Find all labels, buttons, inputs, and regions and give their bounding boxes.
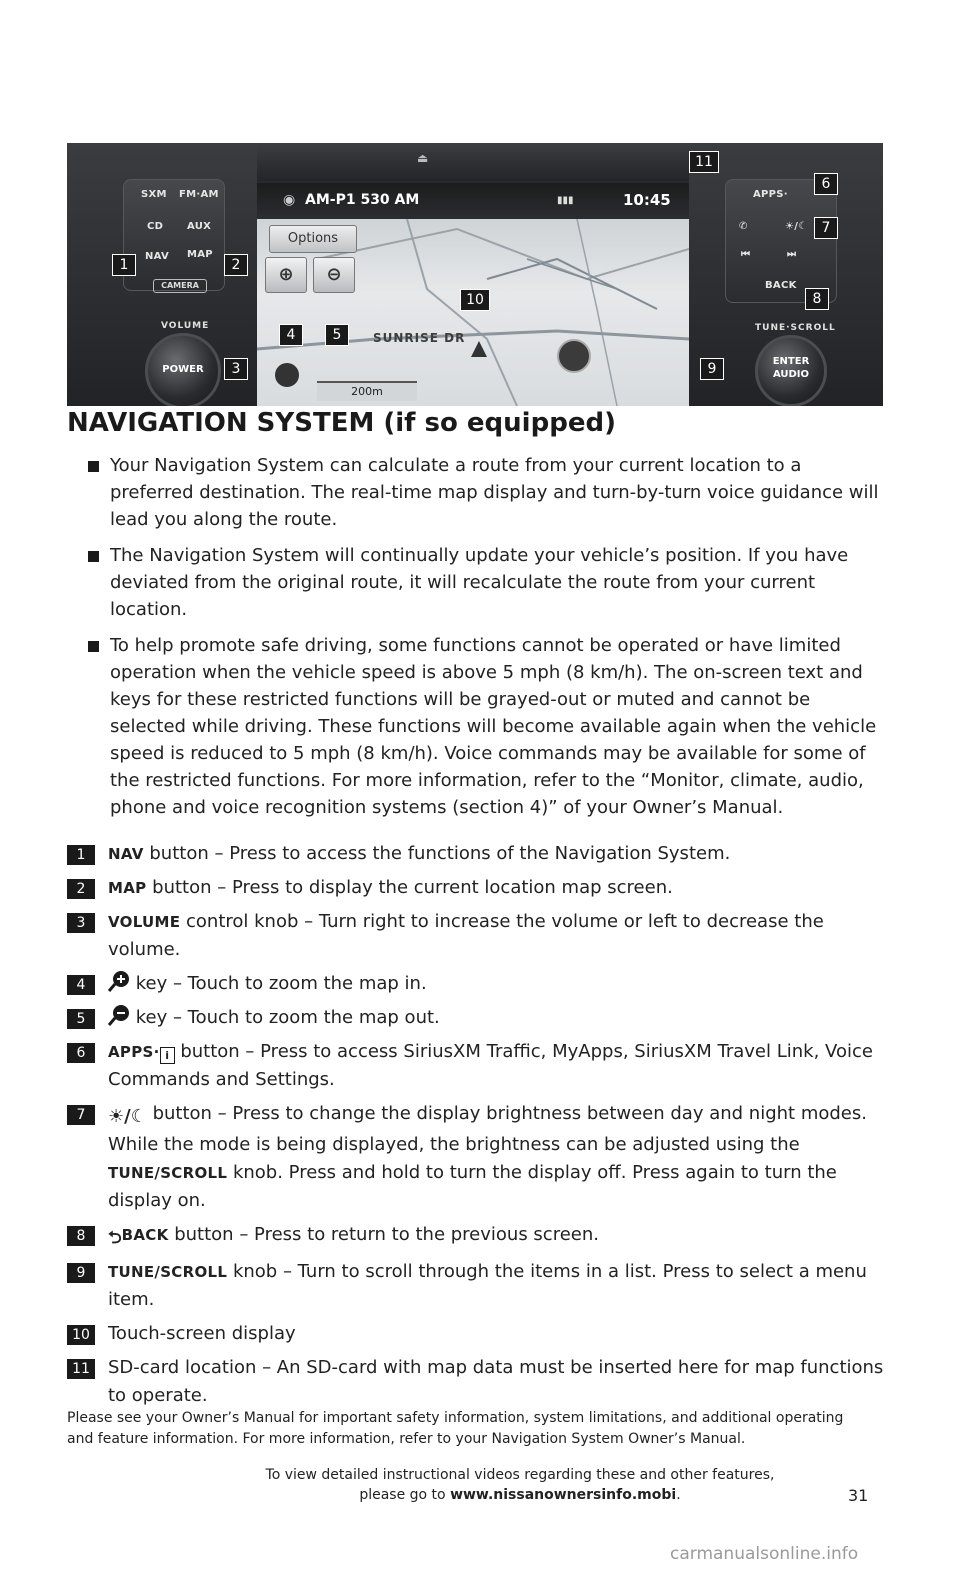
options-button[interactable]: Options	[269, 225, 357, 253]
item-keyword: VOLUME	[108, 913, 181, 931]
video-notice-suffix: .	[676, 1487, 681, 1503]
enter-label: ENTER	[772, 356, 810, 367]
street-label: SUNRISE DR	[373, 331, 466, 345]
power-label: POWER	[162, 364, 204, 375]
zoom-in-icon: ⊕	[278, 264, 294, 285]
item-text: knob. Press and hold to turn the display off. Press again to turn the display on.	[108, 1162, 837, 1211]
numbered-list	[67, 840, 887, 1416]
audio-label: AUDIO	[772, 369, 810, 380]
poi-icon	[557, 339, 591, 373]
list-item-apps	[67, 1038, 887, 1094]
item-number: 5	[67, 1009, 95, 1029]
phone-icon[interactable]: ✆	[739, 221, 748, 232]
item-number: 8	[67, 1226, 95, 1246]
map-button[interactable]: MAP	[187, 249, 213, 260]
item-text: button – Press to access SiriusXM Traffic, MyApps, SiriusXM Travel Link, Voice Commands and Settings.	[108, 1041, 873, 1090]
map-scale: 200m	[317, 381, 417, 401]
cd-button[interactable]: CD	[147, 221, 164, 232]
list-item-volume	[67, 908, 887, 964]
aux-button[interactable]: AUX	[187, 221, 212, 232]
clock-text: 10:45	[623, 191, 671, 209]
item-number: 11	[67, 1359, 95, 1379]
list-item-zoom-out	[67, 1004, 887, 1032]
item-number: 4	[67, 975, 95, 995]
callout-8: 8	[805, 288, 829, 310]
item-text: Touch-screen display	[108, 1323, 296, 1344]
item-text: button – Press to display the current location map screen.	[146, 877, 673, 898]
volume-knob[interactable]	[145, 333, 221, 406]
signal-icon: ▮▮▮	[557, 195, 574, 206]
list-item-map	[67, 874, 887, 902]
video-notice-line1: To view detailed instructional videos regarding these and other features,	[265, 1467, 775, 1483]
sxm-button[interactable]: SXM	[141, 189, 167, 200]
seek-forward-icon[interactable]: ⏭	[787, 249, 797, 260]
page-title: NAVIGATION SYSTEM (if so equipped)	[67, 408, 616, 438]
list-item-touch-screen	[67, 1320, 887, 1348]
callout-10: 10	[460, 289, 490, 311]
callout-1: 1	[112, 254, 136, 276]
item-keyword: BACK	[121, 1226, 169, 1244]
zoom-out-button[interactable]	[313, 257, 355, 293]
camera-button[interactable]: CAMERA	[153, 279, 207, 293]
item-keyword: TUNE/SCROLL	[108, 1164, 228, 1182]
zoom-in-button[interactable]	[265, 257, 307, 293]
list-item-nav	[67, 840, 887, 868]
callout-2: 2	[224, 254, 248, 276]
video-notice	[240, 1465, 800, 1505]
callout-4: 4	[279, 324, 303, 346]
cd-slot	[257, 143, 689, 181]
callout-9: 9	[700, 358, 724, 380]
bullet-list	[88, 452, 888, 830]
compass-icon	[275, 363, 299, 387]
bullet-item: Your Navigation System can calculate a route from your current location to a preferred destination. The real-time map display and turn-by-turn voice guidance will lead you along the route.	[88, 452, 888, 533]
zoom-in-icon	[108, 970, 130, 992]
radio-icon: ◉	[283, 192, 296, 208]
list-item-zoom-in	[67, 970, 887, 998]
head-unit-photo	[67, 143, 883, 406]
item-number: 9	[67, 1263, 95, 1283]
item-number: 1	[67, 845, 95, 865]
back-button[interactable]: BACK	[765, 280, 797, 291]
bullet-item: To help promote safe driving, some functions cannot be operated or have limited operation when the vehicle speed is above 5 mph (8 km/h). The on-screen text and keys for these restricted functions will be grayed-out or muted and cannot be selected while driving. These functions will become available again when the vehicle speed is reduced to 5 mph (8 km/h). Voice commands may be available for some of the restricted functions. For more information, refer to the “Monitor, climate, audio, phone and voice recognition systems (section 4)” of your Owner’s Manual.	[88, 632, 888, 821]
page-number: 31	[848, 1486, 869, 1505]
item-keyword: TUNE/SCROLL	[108, 1263, 228, 1281]
callout-3: 3	[224, 358, 248, 380]
tune-scroll-label: TUNE·SCROLL	[755, 323, 836, 333]
day-night-icon: ☀/☾	[108, 1106, 147, 1127]
zoom-out-icon	[108, 1004, 130, 1026]
item-number: 7	[67, 1105, 95, 1125]
screen-status-bar	[257, 183, 689, 219]
list-item-tune-scroll	[67, 1258, 887, 1314]
item-text: button – Press to change the display brightness between day and night modes. While the mode is being displayed, the brightness can be adjusted using the	[108, 1103, 867, 1155]
item-text: SD-card location – An SD-card with map data must be inserted here for map functions to operate.	[108, 1357, 884, 1406]
eject-icon: ⏏	[417, 151, 429, 165]
nav-button[interactable]: NAV	[145, 251, 170, 262]
item-text: button – Press to access the functions of the Navigation System.	[143, 843, 731, 864]
footnote: Please see your Owner’s Manual for important safety information, system limitations, and additional operating and feature information. For more information, refer to your Navigation System Owner’s Manual.	[67, 1410, 844, 1447]
watermark: carmanualsonline.info	[670, 1544, 859, 1564]
item-number: 2	[67, 879, 95, 899]
callout-7: 7	[814, 217, 838, 239]
zoom-out-icon: ⊖	[326, 264, 342, 285]
item-text: key – Touch to zoom the map in.	[130, 973, 427, 994]
list-item-back	[67, 1221, 887, 1252]
vehicle-arrow-icon	[471, 341, 487, 357]
item-text: control knob – Turn right to increase the volume or left to decrease the volume.	[108, 911, 824, 960]
tune-scroll-knob[interactable]	[755, 335, 827, 406]
info-icon: i	[160, 1047, 175, 1064]
item-text: knob – Turn to scroll through the items in a list. Press to select a menu item.	[108, 1261, 867, 1310]
callout-6: 6	[814, 173, 838, 195]
seek-back-icon[interactable]: ⏮	[741, 249, 751, 260]
video-notice-prefix: please go to	[359, 1487, 451, 1503]
video-url-link[interactable]: www.nissanownersinfo.mobi	[450, 1487, 677, 1503]
list-item-sd-card	[67, 1354, 887, 1410]
station-text: AM-P1 530 AM	[305, 192, 420, 208]
item-keyword: APPS·	[108, 1043, 160, 1061]
item-keyword: MAP	[108, 879, 147, 897]
callout-5: 5	[325, 324, 349, 346]
item-number: 3	[67, 913, 95, 933]
item-keyword: NAV	[108, 845, 144, 863]
item-number: 10	[67, 1325, 95, 1345]
bullet-item: The Navigation System will continually update your vehicle’s position. If you have deviated from the original route, it will recalculate the route from your current location.	[88, 542, 888, 623]
touch-screen[interactable]	[257, 219, 689, 406]
item-number: 6	[67, 1043, 95, 1063]
volume-label: VOLUME	[161, 321, 210, 331]
apps-button[interactable]: APPS·	[753, 189, 788, 200]
item-text: button – Press to return to the previous screen.	[168, 1224, 599, 1245]
list-item-brightness	[67, 1100, 887, 1215]
fm-am-button[interactable]: FM·AM	[179, 189, 219, 200]
brightness-icon[interactable]: ☀/☾	[785, 221, 808, 232]
item-text: key – Touch to zoom the map out.	[130, 1007, 440, 1028]
callout-11: 11	[689, 151, 719, 173]
back-arrow-icon: ⮌	[108, 1228, 122, 1248]
